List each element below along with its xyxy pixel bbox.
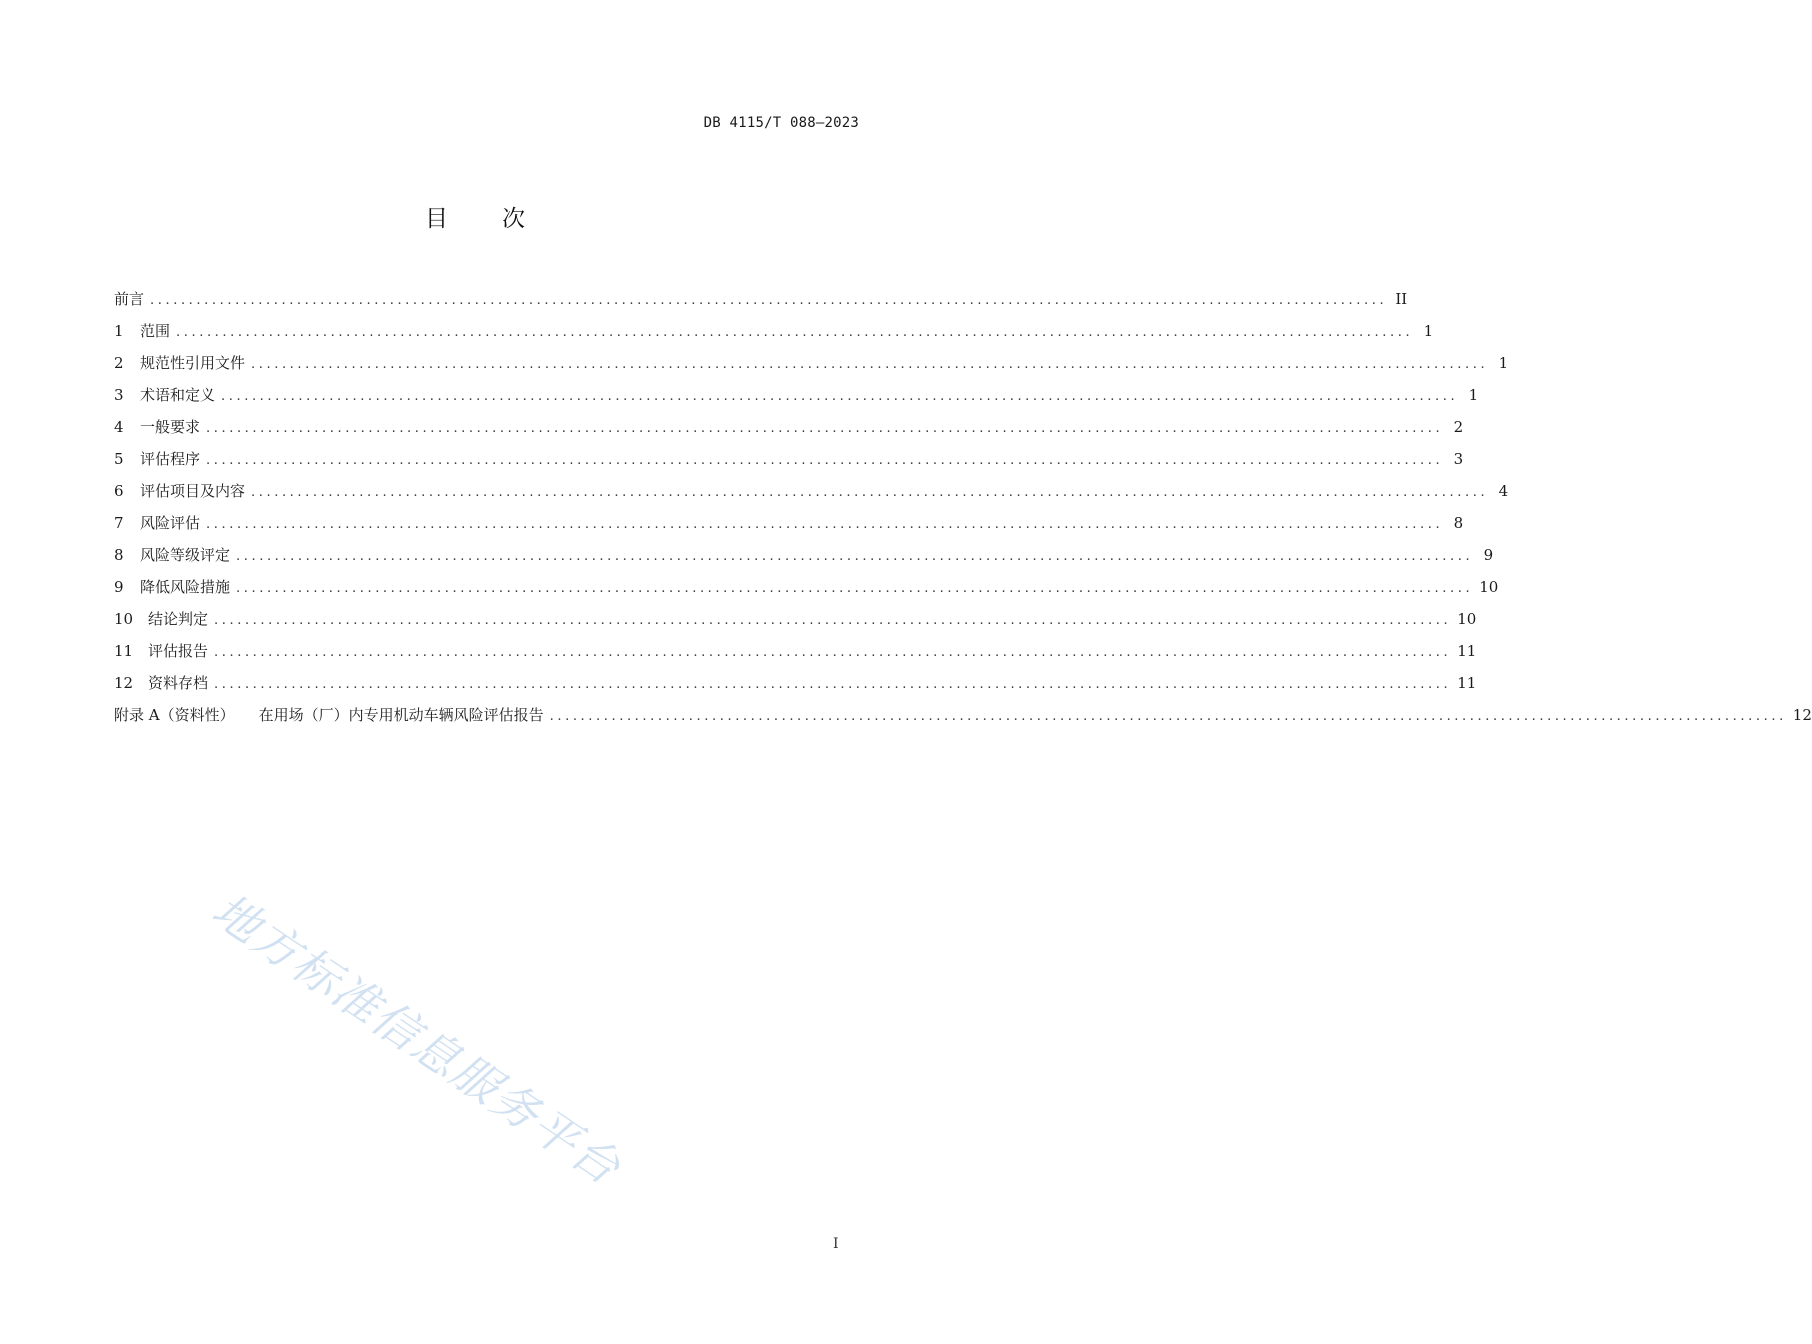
toc-entry-title: 风险等级评定 — [140, 546, 231, 564]
toc-entry-page: 9 — [1483, 546, 1494, 564]
toc-entry-label — [140, 320, 170, 342]
toc-entry-number: 12 — [114, 674, 134, 692]
toc-leader-dots: ................................................................................................................................................................ — [214, 677, 1452, 692]
toc-leader-dots: ................................................................................................................................................................ — [549, 709, 1787, 724]
watermark-text: 地方标准信息服务平台 — [202, 882, 631, 1196]
toc-leader-dots: ................................................................................................................................................................ — [206, 453, 1444, 468]
toc-leader-dots: ................................................................................................................................................................ — [206, 421, 1444, 436]
toc-entry-page: 11 — [1457, 642, 1477, 660]
toc-entry-number: 6 — [114, 482, 124, 500]
toc-entry-title: 资料存档 — [148, 674, 209, 692]
toc-entry-page: II — [1395, 290, 1408, 308]
toc-entry-page: 2 — [1453, 418, 1464, 436]
toc-entry-number: 8 — [114, 546, 124, 564]
document-code: DB 4115/T 088—2023 — [703, 115, 859, 131]
toc-title — [0, 200, 950, 233]
toc-leader-dots: ................................................................................................................................................................ — [251, 357, 1489, 372]
toc-entry-label — [114, 704, 544, 726]
toc-entry[interactable] — [114, 704, 1812, 736]
toc-entry-label — [148, 640, 208, 662]
toc-entry-number: 3 — [114, 386, 124, 404]
toc-entry-title: 结论判定 — [148, 610, 209, 628]
toc-entry-page: 10 — [1479, 578, 1499, 596]
toc-leader-dots: ................................................................................................................................................................ — [150, 293, 1388, 308]
toc-entry-label — [140, 480, 245, 502]
toc-entry-page: 11 — [1457, 674, 1477, 692]
toc-entry-number: 9 — [114, 578, 124, 596]
toc-entry[interactable] — [114, 512, 1464, 544]
page-number: I — [833, 1236, 839, 1252]
toc-entry-label — [140, 416, 200, 438]
toc-entry-page: 4 — [1498, 482, 1509, 500]
toc-entry[interactable] — [114, 480, 1509, 512]
toc-entry-label — [140, 384, 215, 406]
toc-leader-dots: ................................................................................................................................................................ — [236, 581, 1474, 596]
toc-entry[interactable] — [114, 672, 1477, 704]
toc-entry-page: 10 — [1457, 610, 1477, 628]
toc-leader-dots: ................................................................................................................................................................ — [206, 517, 1444, 532]
toc-leader-dots: ................................................................................................................................................................ — [214, 645, 1452, 660]
toc-entry-label — [140, 352, 245, 374]
table-of-contents — [114, 288, 1812, 736]
toc-entry-title: 术语和定义 — [140, 386, 216, 404]
toc-title-char-2: 次 — [502, 206, 525, 232]
toc-entry-page: 8 — [1453, 514, 1464, 532]
toc-entry-title: 附录 A（资料性） — [114, 706, 235, 724]
toc-entry-subtitle: 在用场（厂）内专用机动车辆风险评估报告 — [258, 706, 544, 724]
toc-entry-number: 7 — [114, 514, 124, 532]
toc-entry[interactable] — [114, 320, 1434, 352]
toc-title-char-1: 目 — [425, 206, 448, 232]
toc-entry-label — [148, 672, 208, 694]
toc-entry-page: 3 — [1453, 450, 1464, 468]
toc-entry-title: 规范性引用文件 — [140, 354, 246, 372]
toc-entry-label — [140, 576, 230, 598]
toc-entry-number: 10 — [114, 610, 134, 628]
toc-entry[interactable] — [114, 576, 1499, 608]
toc-entry-number: 2 — [114, 354, 124, 372]
toc-entry[interactable] — [114, 544, 1494, 576]
toc-entry-page: 12 — [1792, 706, 1812, 724]
toc-entry-title: 评估程序 — [140, 450, 201, 468]
toc-entry-label — [114, 288, 144, 310]
toc-entry[interactable] — [114, 352, 1509, 384]
toc-leader-dots: ................................................................................................................................................................ — [221, 389, 1459, 404]
toc-leader-dots: ................................................................................................................................................................ — [176, 325, 1414, 340]
toc-entry[interactable] — [114, 640, 1477, 672]
toc-leader-dots: ................................................................................................................................................................ — [214, 613, 1452, 628]
toc-entry-number: 4 — [114, 418, 124, 436]
toc-entry-label — [140, 512, 200, 534]
toc-entry-title: 一般要求 — [140, 418, 201, 436]
toc-entry-number: 1 — [114, 322, 124, 340]
toc-leader-dots: ................................................................................................................................................................ — [236, 549, 1474, 564]
toc-entry-page: 1 — [1423, 322, 1434, 340]
toc-entry-title: 评估报告 — [148, 642, 209, 660]
toc-entry-label — [140, 544, 230, 566]
toc-entry[interactable] — [114, 288, 1408, 320]
toc-entry-title: 降低风险措施 — [140, 578, 231, 596]
toc-entry[interactable] — [114, 384, 1479, 416]
toc-entry-title: 风险评估 — [140, 514, 201, 532]
toc-entry-title: 评估项目及内容 — [140, 482, 246, 500]
toc-entry-page: 1 — [1498, 354, 1509, 372]
toc-entry-title: 前言 — [114, 290, 145, 308]
toc-entry-label — [140, 448, 200, 470]
toc-entry-title: 范围 — [140, 322, 171, 340]
toc-entry-number: 5 — [114, 450, 124, 468]
toc-entry-label — [148, 608, 208, 630]
toc-leader-dots: ................................................................................................................................................................ — [251, 485, 1489, 500]
toc-entry[interactable] — [114, 608, 1477, 640]
toc-entry[interactable] — [114, 416, 1464, 448]
toc-entry-page: 1 — [1468, 386, 1479, 404]
toc-entry[interactable] — [114, 448, 1464, 480]
toc-entry-number: 11 — [114, 642, 134, 660]
